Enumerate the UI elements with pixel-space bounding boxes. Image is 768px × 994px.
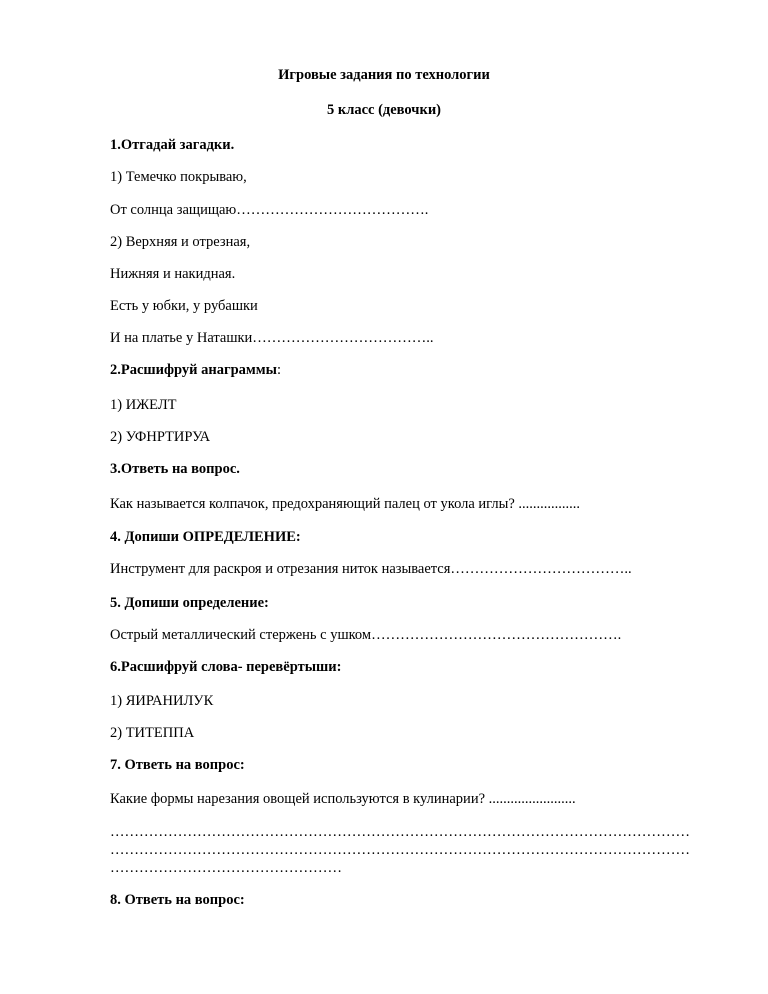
document-title: Игровые задания по технологии	[278, 67, 490, 83]
riddle-1-line-1: 1) Темечко покрываю,	[110, 169, 247, 185]
riddle-2-line-3: Есть у юбки, у рубашки	[110, 298, 258, 314]
section-5-heading: 5. Допиши определение:	[110, 595, 269, 611]
reverse-word-2: 2) ТИТЕППА	[110, 725, 195, 741]
section-7-heading: 7. Ответь на вопрос:	[110, 757, 245, 773]
reverse-word-1: 1) ЯИРАНИЛУК	[110, 693, 214, 709]
riddle-2-line-2: Нижняя и накидная.	[110, 266, 236, 282]
riddle-2-line-1: 2) Верхняя и отрезная,	[110, 234, 251, 250]
riddle-2-line-4: И на платье у Наташки………………………………..	[110, 330, 434, 346]
section-4-heading: 4. Допиши ОПРЕДЕЛЕНИЕ:	[110, 529, 301, 545]
section-5-text: Острый металлический стержень с ушком…………………………………………….	[110, 627, 622, 643]
answer-line-3: …………………………………………	[110, 860, 342, 876]
anagram-1: 1) ИЖЕЛТ	[110, 397, 177, 413]
section-8-heading: 8. Ответь на вопрос:	[110, 892, 245, 908]
answer-line-1: …………………………………………………………………………………………………………	[110, 824, 690, 840]
anagram-2: 2) УФНРТИРУА	[110, 429, 211, 445]
answer-line-2: …………………………………………………………………………………………………………	[110, 842, 690, 858]
section-4-text: Инструмент для раскроя и отрезания ниток называется………………………………..	[110, 561, 632, 577]
section-7-question: Какие формы нарезания овощей используются в кулинарии? ........................	[110, 791, 576, 807]
section-6-heading: 6.Расшифруй слова- перевёртыши:	[110, 659, 342, 675]
section-3-question: Как называется колпачок, предохраняющий палец от укола иглы? .................	[110, 496, 581, 512]
section-2-heading-colon: :	[276, 362, 282, 378]
section-2-heading: 2.Расшифруй анаграммы	[110, 362, 277, 378]
section-3-heading: 3.Ответь на вопрос.	[110, 461, 240, 477]
section-1-heading: 1.Отгадай загадки.	[110, 137, 235, 153]
riddle-1-line-2: От солнца защищаю………………………………….	[110, 202, 429, 218]
section-2-heading-row	[110, 361, 708, 379]
document-subtitle: 5 класс (девочки)	[326, 102, 442, 118]
